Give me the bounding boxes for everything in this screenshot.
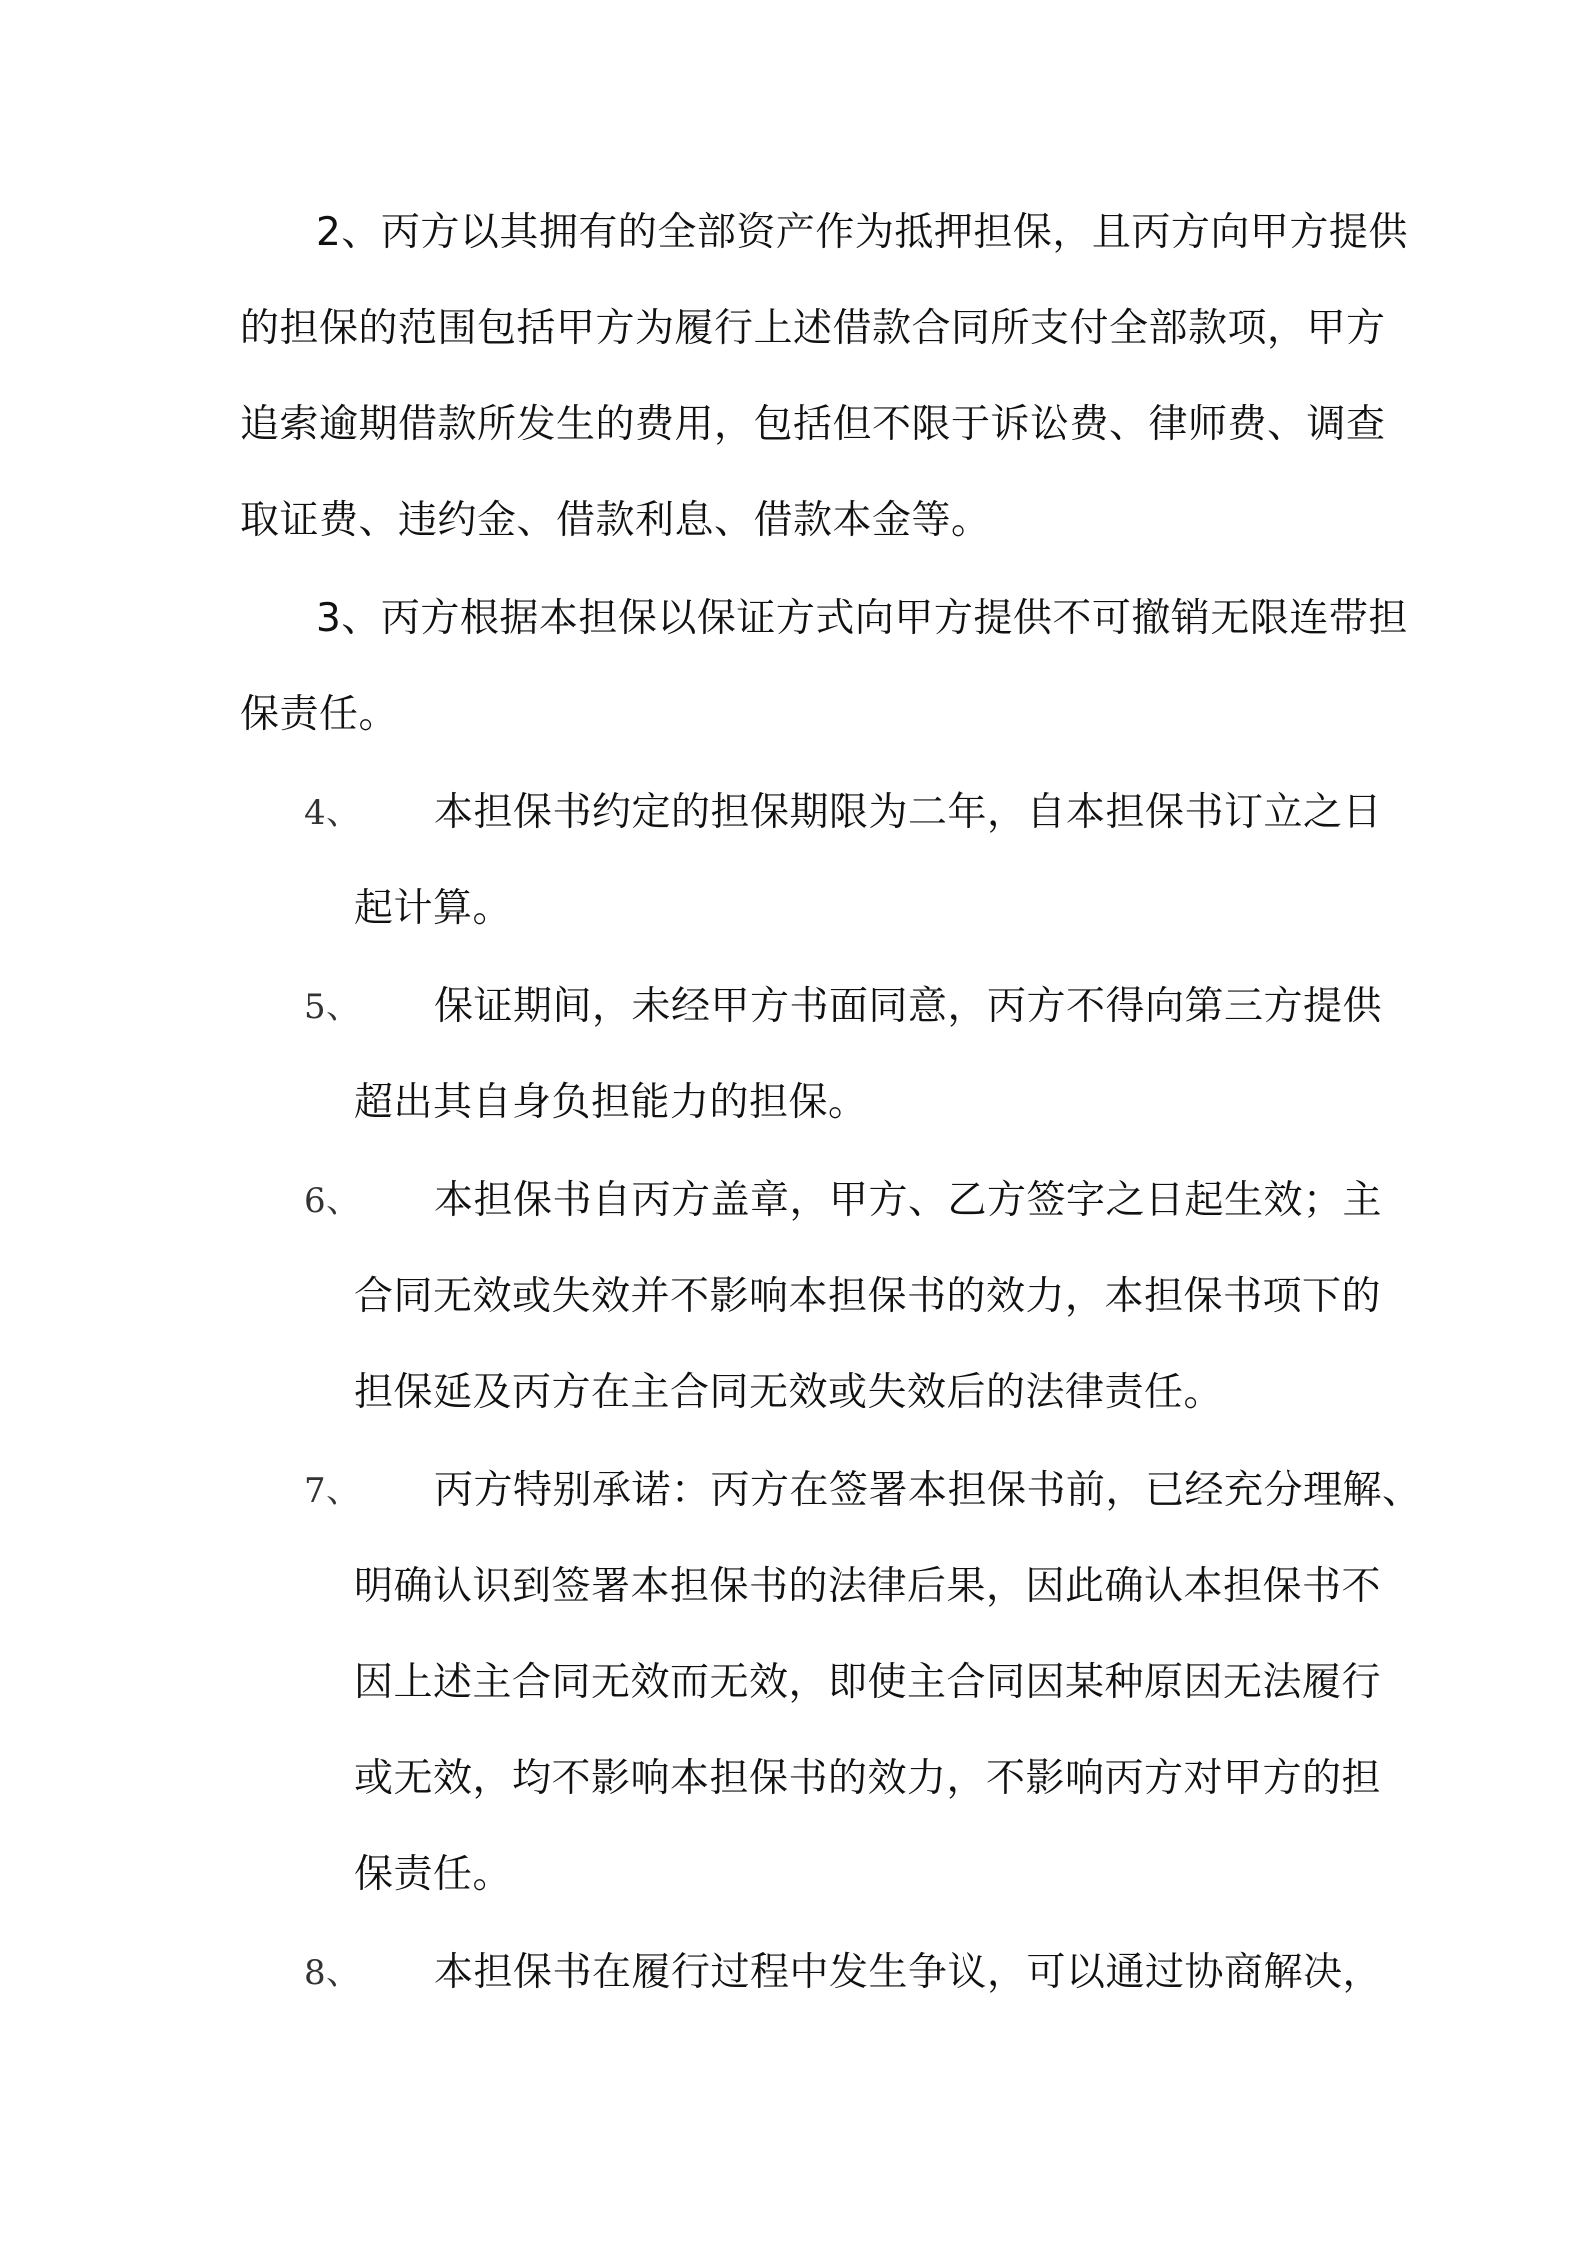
clause-2-line-1 bbox=[0, 198, 1586, 268]
text-line: 2、丙方以其拥有的全部资产作为抵押担保，且丙方向甲方提供 bbox=[316, 210, 1408, 255]
clause-2-line-3 bbox=[0, 390, 1586, 460]
clause-number: 6、 bbox=[304, 1181, 361, 1221]
clause-4-line-2 bbox=[0, 874, 1586, 944]
clause-3-line-1 bbox=[0, 584, 1586, 654]
text-line: 或无效，均不影响本担保书的效力，不影响丙方对甲方的担 bbox=[354, 1756, 1382, 1801]
clause-7-line-5 bbox=[0, 1840, 1586, 1910]
clause-8-line-1 bbox=[0, 1938, 1586, 2008]
clause-6-line-3 bbox=[0, 1358, 1586, 1428]
text-line: 合同无效或失效并不影响本担保书的效力，本担保书项下的 bbox=[354, 1274, 1382, 1319]
clause-5-line-2 bbox=[0, 1068, 1586, 1138]
text-line: 本担保书在履行过程中发生争议，可以通过协商解决， bbox=[434, 1950, 1383, 1995]
text-line: 的担保的范围包括甲方为履行上述借款合同所支付全部款项，甲方 bbox=[240, 306, 1386, 351]
clause-7-line-1 bbox=[0, 1456, 1586, 1526]
text-line: 本担保书自丙方盖章，甲方、乙方签字之日起生效；主 bbox=[434, 1178, 1383, 1223]
text-line: 起计算。 bbox=[354, 886, 513, 931]
text-line: 保证期间，未经甲方书面同意，丙方不得向第三方提供 bbox=[434, 984, 1383, 1029]
text-line: 因上述主合同无效而无效，即使主合同因某种原因无法履行 bbox=[354, 1660, 1382, 1705]
clause-7-line-4 bbox=[0, 1744, 1586, 1814]
clause-number: 8、 bbox=[304, 1953, 361, 1993]
text-line: 超出其自身负担能力的担保。 bbox=[354, 1080, 868, 1125]
clause-5-line-1 bbox=[0, 972, 1586, 1042]
text-line: 保责任。 bbox=[240, 692, 399, 737]
clause-4-line-1 bbox=[0, 778, 1586, 848]
clause-3-line-2 bbox=[0, 680, 1586, 750]
clause-number: 7、 bbox=[304, 1471, 361, 1511]
clause-6-line-2 bbox=[0, 1262, 1586, 1332]
text-line: 追索逾期借款所发生的费用，包括但不限于诉讼费、律师费、调查 bbox=[240, 402, 1386, 447]
text-line: 本担保书约定的担保期限为二年，自本担保书订立之日 bbox=[434, 790, 1383, 835]
clause-6-line-1 bbox=[0, 1166, 1586, 1236]
clause-7-line-3 bbox=[0, 1648, 1586, 1718]
clause-number: 5、 bbox=[304, 987, 361, 1027]
clause-2-line-4 bbox=[0, 486, 1586, 556]
text-line: 3、丙方根据本担保以保证方式向甲方提供不可撤销无限连带担 bbox=[316, 596, 1408, 641]
clause-number: 4、 bbox=[304, 793, 361, 833]
text-line: 取证费、违约金、借款利息、借款本金等。 bbox=[240, 498, 991, 543]
clause-7-line-2 bbox=[0, 1552, 1586, 1622]
text-line: 明确认识到签署本担保书的法律后果，因此确认本担保书不 bbox=[354, 1564, 1382, 1609]
text-line: 担保延及丙方在主合同无效或失效后的法律责任。 bbox=[354, 1370, 1224, 1415]
text-line: 丙方特别承诺：丙方在签署本担保书前，已经充分理解、 bbox=[434, 1468, 1422, 1513]
clause-2-line-2 bbox=[0, 294, 1586, 364]
text-line: 保责任。 bbox=[354, 1852, 513, 1897]
